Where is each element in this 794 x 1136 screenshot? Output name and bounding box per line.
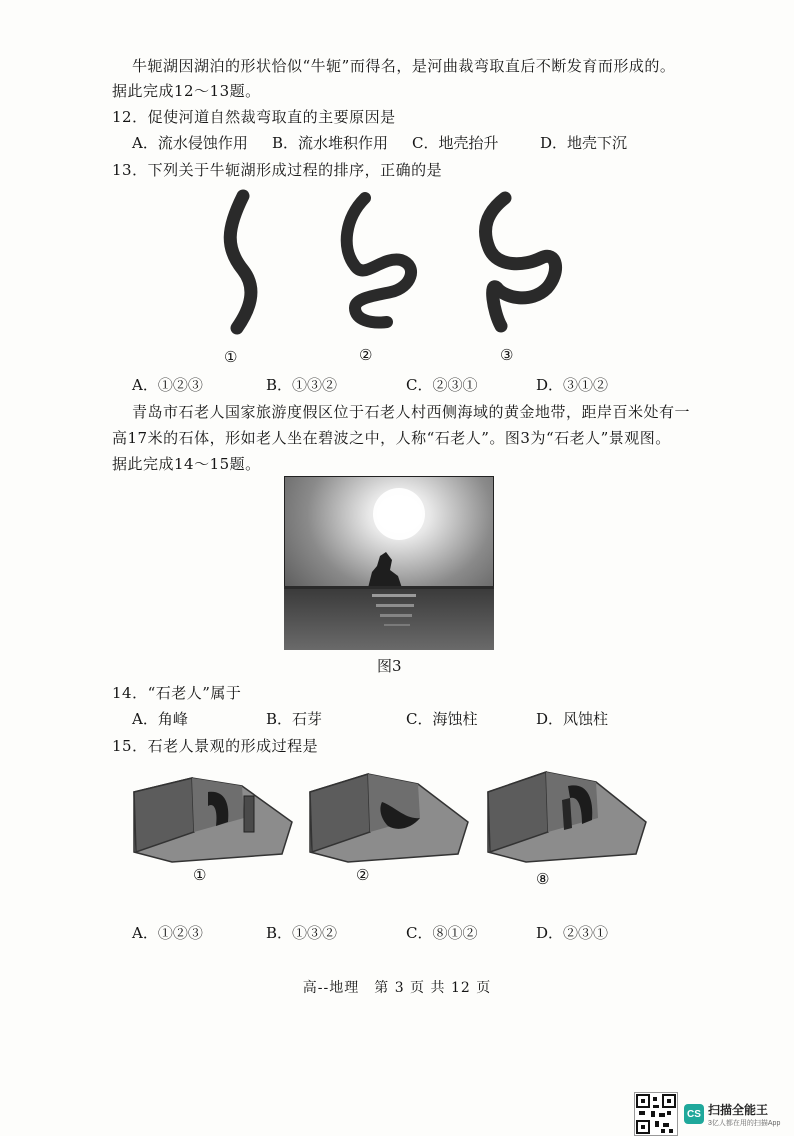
question-stem: 13．下列关于牛轭湖形成过程的排序，正确的是 — [112, 161, 443, 179]
option-c: C．海蚀柱 — [406, 710, 478, 728]
option-row — [132, 708, 652, 729]
figure-label: ⑧ — [536, 870, 550, 888]
oxbow-lake-figure — [205, 188, 585, 338]
passage-line: 青岛市石老人国家旅游度假区位于石老人村西侧海域的黄金地带，距岸百米处有一 — [132, 403, 691, 421]
option-b: B．①③② — [266, 376, 338, 394]
passage-line: 高17米的石体，形如老人坐在碧波之中，人称“石老人”。图3为“石老人”景观图。 — [112, 429, 671, 447]
block-diagram-2 — [310, 774, 468, 862]
scanner-brand — [708, 1101, 780, 1128]
figure-caption: 图3 — [377, 657, 402, 675]
figure-label: ① — [193, 866, 207, 884]
figure-label: ② — [356, 866, 370, 884]
question-stem: 15．石老人景观的形成过程是 — [112, 737, 319, 755]
question-stem: 14．“石老人”属于 — [112, 684, 242, 702]
scanner-watermark — [634, 1092, 780, 1136]
brand-tagline: 3亿人都在用的扫描App — [708, 1119, 781, 1127]
sun — [373, 488, 425, 540]
passage-line: 据此完成14～15题。 — [112, 455, 261, 473]
figure-label: ③ — [500, 346, 514, 364]
figure-label: ② — [359, 346, 373, 364]
brand-name: 扫描全能王 — [708, 1102, 769, 1117]
block-diagram-1 — [134, 778, 292, 862]
meander-stage-1 — [230, 196, 251, 328]
block-diagram-3 — [488, 772, 646, 862]
option-c: C．②③① — [406, 376, 478, 394]
meander-stage-2 — [347, 198, 411, 322]
option-d: D．风蚀柱 — [536, 710, 609, 728]
sea-stack-formation-figure — [132, 762, 662, 866]
meander-stage-3 — [486, 198, 556, 326]
qr-code-icon — [634, 1092, 678, 1136]
page-footer: 高--地理 第 3 页 共 12 页 — [302, 980, 492, 996]
figure-label: ① — [224, 348, 238, 366]
option-c: C．⑧①② — [406, 924, 478, 942]
option-a: A．流水侵蚀作用 — [132, 134, 248, 152]
option-c: C．地壳抬升 — [412, 134, 499, 152]
option-a: A．角峰 — [132, 710, 188, 728]
option-row — [132, 374, 652, 395]
passage-line: 牛轭湖因湖泊的形状恰似“牛轭”而得名，是河曲裁弯取直后不断发育而形成的。 — [132, 57, 676, 75]
option-row — [132, 922, 692, 943]
option-b: B．①③② — [266, 924, 338, 942]
option-row — [132, 132, 652, 153]
option-b: B．石芽 — [266, 710, 323, 728]
option-b: B．流水堆积作用 — [272, 134, 389, 152]
option-d: D．③①② — [536, 376, 609, 394]
option-d: D．地壳下沉 — [540, 134, 628, 152]
option-a: A．①②③ — [132, 376, 203, 394]
camscanner-logo-icon: CS — [684, 1104, 704, 1124]
passage-line: 据此完成12～13题。 — [112, 82, 261, 100]
shilaoren-landscape-photo — [284, 476, 494, 650]
option-a: A．①②③ — [132, 924, 203, 942]
option-d: D．②③① — [536, 924, 609, 942]
question-stem: 12．促使河道自然裁弯取直的主要原因是 — [112, 108, 396, 126]
